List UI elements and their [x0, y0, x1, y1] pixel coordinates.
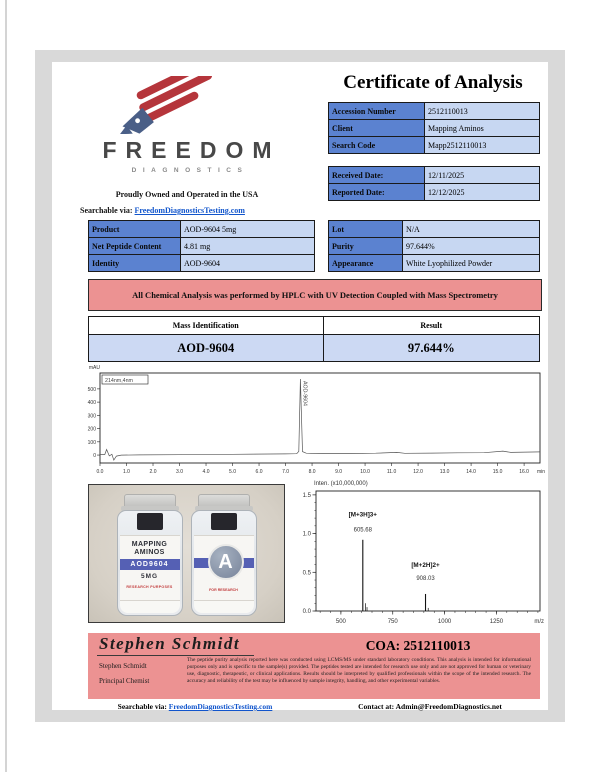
- label-brand-line1: MAPPING: [131, 541, 168, 548]
- footer-searchable: [85, 702, 305, 711]
- svg-text:1.0: 1.0: [123, 469, 130, 475]
- accession-table: [328, 102, 540, 154]
- footer-searchable-label: Searchable via:: [117, 702, 167, 711]
- svg-text:14.0: 14.0: [466, 469, 476, 475]
- svg-text:500: 500: [335, 619, 346, 625]
- freedom-eagle-logo-icon: [102, 76, 272, 134]
- label-warning: FOR RESEARCH: [209, 588, 238, 592]
- svg-text:2.0: 2.0: [149, 469, 157, 475]
- cell-value: 2512110013: [425, 103, 540, 120]
- searchable-link[interactable]: FreedomDiagnosticsTesting.com: [134, 206, 245, 215]
- svg-text:3.0: 3.0: [176, 469, 183, 475]
- table-row: [89, 335, 540, 362]
- vial-stopper: [211, 513, 237, 530]
- vial-glass: [191, 510, 257, 616]
- cell-value: 4.81 mg: [181, 238, 315, 255]
- svg-text:12.0: 12.0: [413, 469, 423, 475]
- searchable-label: Searchable via:: [80, 206, 133, 215]
- cell-label: Client: [329, 120, 425, 137]
- table-row: [329, 221, 540, 238]
- footer-contact: Contact at: Admin@FreedomDiagnostics.net: [358, 702, 502, 711]
- vial-stopper: [137, 513, 163, 530]
- svg-text:5.0: 5.0: [229, 469, 237, 475]
- cell-value: Mapping Aminos: [425, 120, 540, 137]
- cell-value: AOD-9604: [181, 255, 315, 272]
- hplc-chromatogram-plot: [76, 361, 546, 479]
- column-header: Mass Identification: [89, 317, 324, 335]
- svg-text:0.5: 0.5: [302, 570, 311, 577]
- vial-back-label: [194, 535, 254, 601]
- svg-text:m/z: m/z: [534, 619, 544, 625]
- svg-text:AOD-9604: AOD-9604: [301, 380, 308, 406]
- svg-text:1000: 1000: [437, 619, 452, 625]
- chemist-role: Principal Chemist: [99, 677, 150, 685]
- svg-text:750: 750: [387, 619, 398, 625]
- svg-text:8.0: 8.0: [308, 469, 316, 475]
- mass-spectrum: [292, 475, 546, 631]
- table-row: [329, 184, 540, 201]
- vial-front-label: [120, 535, 180, 601]
- cell-label: Accession Number: [329, 103, 425, 120]
- footer-searchable-link[interactable]: FreedomDiagnosticsTesting.com: [168, 702, 273, 711]
- cell-label: Received Date:: [329, 167, 425, 184]
- table-row: [89, 255, 315, 272]
- product-vial-photo: [88, 484, 285, 623]
- table-row: [89, 238, 315, 255]
- cell-label: Appearance: [329, 255, 403, 272]
- svg-text:4.0: 4.0: [202, 469, 210, 475]
- svg-text:908.03: 908.03: [416, 576, 435, 583]
- method-banner: All Chemical Analysis was performed by HPLC with UV Detection Coupled with Mass Spectrometry: [88, 279, 542, 311]
- cell-value: AOD-9604 5mg: [181, 221, 315, 238]
- svg-text:0: 0: [93, 453, 96, 460]
- table-row: [329, 167, 540, 184]
- dates-table: [328, 166, 540, 201]
- logo-block: [80, 76, 294, 215]
- cell-label: Lot: [329, 221, 403, 238]
- searchable-line: [80, 206, 294, 215]
- qc-table: [328, 220, 540, 272]
- svg-text:16.0: 16.0: [519, 469, 529, 475]
- table-row: [329, 255, 540, 272]
- certificate-page: [52, 62, 548, 710]
- svg-text:0.0: 0.0: [302, 609, 311, 615]
- svg-text:15.0: 15.0: [492, 469, 503, 475]
- vial-front: [116, 494, 184, 616]
- label-dose: 5MG: [140, 573, 159, 581]
- column-header: Result: [323, 317, 539, 335]
- table-row: [329, 137, 540, 154]
- svg-text:200: 200: [87, 426, 96, 433]
- svg-text:214nm,4nm: 214nm,4nm: [105, 378, 133, 384]
- svg-text:Inten. (x10,000,000): Inten. (x10,000,000): [314, 481, 368, 487]
- signature-block: [88, 633, 540, 699]
- svg-text:13.0: 13.0: [439, 469, 450, 475]
- product-table: [88, 220, 315, 272]
- svg-text:605.68: 605.68: [353, 527, 372, 534]
- label-warning: RESEARCH PURPOSES: [126, 585, 173, 590]
- svg-text:[M+2H]2+: [M+2H]2+: [411, 561, 440, 569]
- cell-value: White Lyophilized Powder: [403, 255, 540, 272]
- svg-text:100: 100: [87, 439, 96, 446]
- svg-text:400: 400: [87, 400, 96, 407]
- svg-text:1.0: 1.0: [302, 531, 311, 538]
- svg-text:6.0: 6.0: [255, 469, 263, 475]
- handwritten-signature: Stephen Schmidt: [97, 634, 254, 656]
- cell-value: 97.644%: [403, 238, 540, 255]
- brand-name: FREEDOM: [102, 137, 281, 163]
- cell-label: Product: [89, 221, 181, 238]
- svg-text:500: 500: [87, 386, 96, 393]
- table-row: [89, 221, 315, 238]
- cell-label: Purity: [329, 238, 403, 255]
- vial-glass: [117, 510, 183, 616]
- vial-back: [190, 494, 258, 616]
- svg-text:7.0: 7.0: [282, 469, 290, 475]
- cell-label: Search Code: [329, 137, 425, 154]
- label-product-band: AOD9604: [120, 559, 180, 570]
- hplc-chromatogram: [76, 361, 546, 479]
- cell-value: 12/11/2025: [425, 167, 540, 184]
- table-row: [329, 120, 540, 137]
- label-brand-line2: AMINOS: [134, 548, 165, 556]
- table-header-row: [89, 317, 540, 335]
- mass-spectrum-plot: [292, 475, 546, 631]
- table-row: [329, 238, 540, 255]
- result-value: 97.644%: [323, 335, 539, 362]
- cell-label: Net Peptide Content: [89, 238, 181, 255]
- svg-text:min: min: [536, 469, 545, 475]
- chemist-name: Stephen Schmidt: [99, 662, 147, 670]
- svg-text:10.0: 10.0: [360, 469, 370, 475]
- svg-text:[M+3H]3+: [M+3H]3+: [348, 511, 377, 519]
- svg-text:mAU: mAU: [88, 365, 100, 371]
- tagline: Proudly Owned and Operated in the USA: [115, 190, 259, 199]
- mass-id-value: AOD-9604: [89, 335, 324, 362]
- photo-mat: [35, 50, 565, 722]
- svg-text:11.0: 11.0: [386, 469, 397, 475]
- monogram-badge: A: [208, 544, 244, 580]
- cell-value: Mapp2512110013: [425, 137, 540, 154]
- page-title: Certificate of Analysis: [343, 72, 523, 93]
- table-row: [329, 103, 540, 120]
- svg-text:0.0: 0.0: [96, 469, 104, 475]
- svg-text:9.0: 9.0: [335, 469, 343, 475]
- svg-text:1.5: 1.5: [302, 492, 311, 499]
- cell-label: Reported Date:: [329, 184, 425, 201]
- disclaimer-text: The peptide purity analysis reported here was conducted using LCMS/MS under standard laboratory conditions. This analysis is intended for informational purposes only and is specific to the sample(s) provided. The peptides tested are intended for research use only and are not approved for human or veterinary use, diagnostic, therapeutic, or clinical applications. Results should be interpreted by qualified professionals within the scope of the intended research. The accuracy and reliability of the test may be influenced by sample integrity, handling, and other experimental variables.: [187, 657, 531, 685]
- svg-text:300: 300: [87, 413, 96, 420]
- cell-value: 12/12/2025: [425, 184, 540, 201]
- cell-label: Identity: [89, 255, 181, 272]
- brand-subname: DIAGNOSTICS: [131, 167, 249, 174]
- coa-number: COA: 2512110013: [365, 638, 471, 653]
- photo-edge-line: [5, 0, 7, 772]
- svg-text:1250: 1250: [489, 619, 504, 625]
- cell-value: N/A: [403, 221, 540, 238]
- mass-identification-table: [88, 316, 540, 362]
